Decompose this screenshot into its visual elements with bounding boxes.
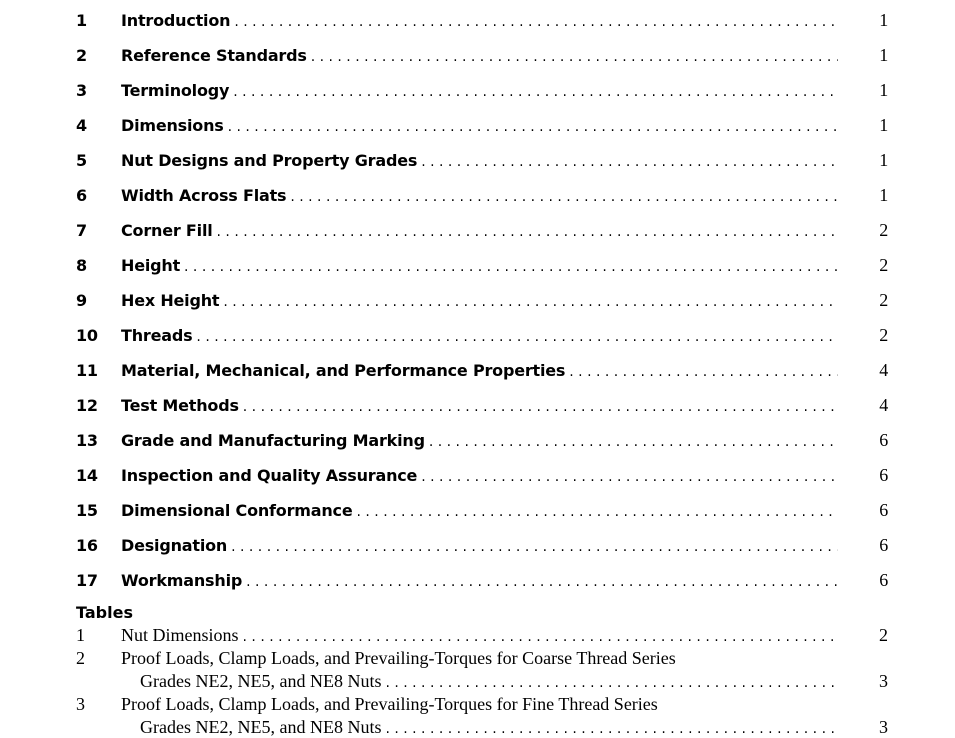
toc-entry[interactable] bbox=[76, 115, 888, 139]
table-entry[interactable] bbox=[76, 694, 888, 715]
section-title: Threads bbox=[121, 326, 193, 345]
dot-leader bbox=[184, 259, 838, 275]
section-title: Corner Fill bbox=[121, 221, 213, 240]
dot-leader bbox=[217, 224, 838, 240]
dot-leader bbox=[196, 329, 838, 345]
section-title: Dimensional Conformance bbox=[121, 501, 353, 520]
page-number: 1 bbox=[879, 185, 888, 205]
table-entry-continuation[interactable] bbox=[76, 671, 888, 692]
section-number: 8 bbox=[76, 256, 87, 275]
toc-entry[interactable] bbox=[76, 430, 888, 454]
dot-leader bbox=[223, 294, 838, 310]
section-title: Grade and Manufacturing Marking bbox=[121, 431, 425, 450]
table-title-line2: Grades NE2, NE5, and NE8 Nuts bbox=[140, 717, 382, 737]
page-number: 4 bbox=[879, 360, 888, 380]
section-title: Material, Mechanical, and Performance Properties bbox=[121, 361, 566, 380]
section-title: Width Across Flats bbox=[121, 186, 287, 205]
section-number: 1 bbox=[76, 11, 87, 30]
dot-leader bbox=[228, 119, 838, 135]
toc-entry[interactable] bbox=[76, 535, 888, 559]
section-number: 16 bbox=[76, 536, 98, 555]
section-number: 6 bbox=[76, 186, 87, 205]
table-title-line2: Grades NE2, NE5, and NE8 Nuts bbox=[140, 671, 382, 691]
toc-entry[interactable] bbox=[76, 395, 888, 419]
section-number: 15 bbox=[76, 501, 98, 520]
page-number: 1 bbox=[879, 45, 888, 65]
section-number: 12 bbox=[76, 396, 98, 415]
toc-entry[interactable] bbox=[76, 255, 888, 279]
dot-leader bbox=[234, 14, 838, 30]
dot-leader bbox=[429, 434, 838, 450]
section-title: Nut Designs and Property Grades bbox=[121, 151, 418, 170]
table-entry[interactable] bbox=[76, 625, 888, 646]
page-number: 6 bbox=[879, 535, 888, 555]
dot-leader bbox=[569, 364, 838, 380]
toc-entry[interactable] bbox=[76, 80, 888, 104]
section-number: 4 bbox=[76, 116, 87, 135]
tables-heading: Tables bbox=[76, 603, 133, 622]
page-number: 2 bbox=[879, 255, 888, 275]
toc-entry[interactable] bbox=[76, 465, 888, 489]
toc-entry[interactable] bbox=[76, 360, 888, 384]
section-number: 3 bbox=[76, 81, 87, 100]
section-title: Hex Height bbox=[121, 291, 220, 310]
page-number: 4 bbox=[879, 395, 888, 415]
page-number: 6 bbox=[879, 465, 888, 485]
section-number: 5 bbox=[76, 151, 87, 170]
section-title: Reference Standards bbox=[121, 46, 307, 65]
table-number: 3 bbox=[76, 694, 85, 714]
toc-entry[interactable] bbox=[76, 185, 888, 209]
toc-entry[interactable] bbox=[76, 45, 888, 69]
toc-entry[interactable] bbox=[76, 10, 888, 34]
page-number: 1 bbox=[879, 150, 888, 170]
section-title: Inspection and Quality Assurance bbox=[121, 466, 418, 485]
section-number: 14 bbox=[76, 466, 98, 485]
dot-leader bbox=[233, 84, 838, 100]
table-number: 1 bbox=[76, 625, 85, 645]
page-number: 1 bbox=[879, 115, 888, 135]
dot-leader bbox=[421, 469, 838, 485]
section-number: 2 bbox=[76, 46, 87, 65]
toc-entry[interactable] bbox=[76, 500, 888, 524]
page-number: 2 bbox=[879, 625, 888, 645]
section-title: Terminology bbox=[121, 81, 230, 100]
page-number: 6 bbox=[879, 500, 888, 520]
section-number: 11 bbox=[76, 361, 98, 380]
page-number: 6 bbox=[879, 430, 888, 450]
toc-entry[interactable] bbox=[76, 570, 888, 594]
section-title: Dimensions bbox=[121, 116, 224, 135]
dot-leader bbox=[311, 49, 838, 65]
dot-leader bbox=[231, 539, 838, 555]
section-number: 13 bbox=[76, 431, 98, 450]
section-title: Test Methods bbox=[121, 396, 239, 415]
page-number: 6 bbox=[879, 570, 888, 590]
dot-leader bbox=[290, 189, 838, 205]
section-number: 7 bbox=[76, 221, 87, 240]
toc-entry[interactable] bbox=[76, 150, 888, 174]
dot-leader bbox=[357, 504, 839, 520]
section-title: Workmanship bbox=[121, 571, 243, 590]
page-number: 3 bbox=[879, 671, 888, 691]
page-number: 1 bbox=[879, 80, 888, 100]
table-title-line1: Proof Loads, Clamp Loads, and Prevailing-Torques for Fine Thread Series bbox=[121, 694, 658, 714]
page-number: 1 bbox=[879, 10, 888, 30]
dot-leader bbox=[385, 675, 838, 691]
section-number: 10 bbox=[76, 326, 98, 345]
section-number: 17 bbox=[76, 571, 98, 590]
toc-entry[interactable] bbox=[76, 290, 888, 314]
dot-leader bbox=[243, 399, 838, 415]
table-title-line1: Proof Loads, Clamp Loads, and Prevailing-Torques for Coarse Thread Series bbox=[121, 648, 676, 668]
table-number: 2 bbox=[76, 648, 85, 668]
toc-entry[interactable] bbox=[76, 325, 888, 349]
dot-leader bbox=[246, 574, 838, 590]
page-number: 2 bbox=[879, 220, 888, 240]
table-title: Nut Dimensions bbox=[121, 625, 239, 645]
section-number: 9 bbox=[76, 291, 87, 310]
page-number: 2 bbox=[879, 325, 888, 345]
dot-leader bbox=[421, 154, 838, 170]
section-title: Height bbox=[121, 256, 181, 275]
page-number: 3 bbox=[879, 717, 888, 737]
table-entry[interactable] bbox=[76, 648, 888, 669]
section-title: Designation bbox=[121, 536, 228, 555]
dot-leader bbox=[243, 629, 838, 645]
section-title: Introduction bbox=[121, 11, 231, 30]
toc-entry[interactable] bbox=[76, 220, 888, 244]
page-number: 2 bbox=[879, 290, 888, 310]
